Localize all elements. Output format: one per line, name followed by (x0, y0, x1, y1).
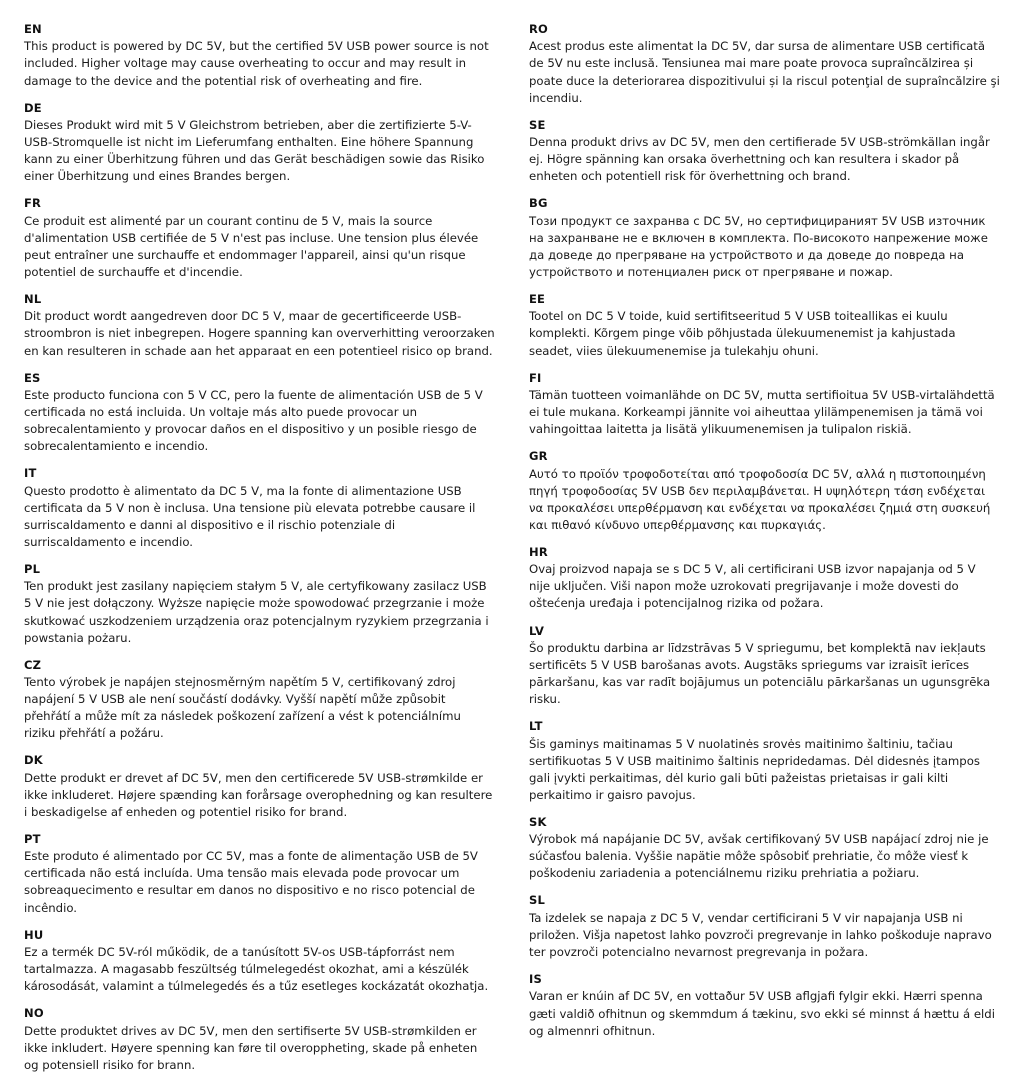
language-paragraph: Αυτό το προϊόν τροφοδοτείται από τροφοδοσία DC 5V, αλλά η πιστοποιημένη πηγή τροφοδοσίας 5V USB δεν περιλαμβάνεται. Η υψηλότερη τάση ενδέχεται να προκαλέσει υπερθέρμανση και ενδέχεται να προκαλέσει ζημιά στη συσκευή και πιθανό κίνδυνο υπερθέρμανσης και πυρκαγιάς. (529, 466, 991, 532)
language-code: GR (529, 449, 548, 464)
language-entry-ee (529, 292, 1000, 360)
language-paragraph: Denna produkt drivs av DC 5V, men den certifierade 5V USB-strömkällan ingår ej. Högre spänning kan orsaka överhettning och kan resultera i skador på enheten och potentiell risk för överhettning och brand. (529, 135, 990, 184)
language-entry-se (529, 118, 1000, 186)
language-entry-sl (529, 893, 1000, 961)
language-entry-en (24, 22, 495, 90)
language-entry-lt (529, 719, 1000, 804)
language-paragraph: Este produto é alimentado por CC 5V, mas a fonte de alimentação USB de 5V certificada não está incluída. Uma tensão mais elevada pode provocar um sobreaquecimento e resultar em danos no dispositivo e no risco potencial de incêndio. (24, 849, 478, 915)
language-entry-fr (24, 196, 495, 281)
right-column (529, 22, 1000, 1038)
language-entry-sk (529, 815, 1000, 883)
language-paragraph: Ovaj proizvod napaja se s DC 5 V, ali certificirani USB izvor napajanja od 5 V nije uključen. Viši napon može uzrokovati pregrijavanje i može dovesti do oštećenja uređaja i potencijalnog rizika od požara. (529, 562, 976, 611)
language-code: HU (24, 927, 44, 942)
language-paragraph: Výrobok má napájanie DC 5V, avšak certifikovaný 5V USB napájací zdroj nie je súčasťou balenia. Vyššie napätie môže spôsobiť prehriatie, čo môže viesť k poškodeniu zariadenia a potenciálnemu riziku prehriatia a požiaru. (529, 832, 989, 881)
language-code: DE (24, 100, 42, 115)
language-paragraph: Tento výrobek je napájen stejnosměrným napětím 5 V, certifikovaný zdroj napájení 5 V USB ale není součástí dodávky. Vyšší napětí může způsobit přehřátí a může mít za následek poškození zařízení a vést k potenciálnímu riziku přehřátí a požáru. (24, 675, 461, 741)
language-code: NL (24, 291, 42, 306)
language-paragraph: Ez a termék DC 5V-ról működik, de a tanúsított 5V-os USB-tápforrást nem tartalmazza. A magasabb feszültség túlmelegedést okozhat, ami a készülék károsodását, valamint a túlmelegedés és a tűz esetleges kockázatát okozhatja. (24, 945, 489, 994)
language-code: NO (24, 1006, 44, 1021)
language-paragraph: Este producto funciona con 5 V CC, pero la fuente de alimentación USB de 5 V certificada no está incluida. Un voltaje más alto puede provocar un sobrecalentamiento y provocar daños en el dispositivo y un posible riesgo de sobrecalentamiento e incendio. (24, 387, 483, 454)
language-paragraph: Questo prodotto è alimentato da DC 5 V, ma la fonte di alimentazione USB certificata da 5 V non è inclusa. Una tensione più elevata potrebbe causare il surriscaldamento e danni al dispositivo e il rischio potenziale di surriscaldamento e incendio. (24, 483, 476, 549)
language-paragraph: Dieses Produkt wird mit 5 V Gleichstrom betrieben, aber die zertifizierte 5-V-USB-Stromquelle ist nicht im Lieferumfang enthalten. Eine höhere Spannung kann zu einer Überhitzung führen und das Gerät beschädigen sowie das Risiko einer Überhitzung und eines Brandes bergen. (24, 117, 485, 184)
language-entry-hr (529, 545, 1000, 613)
language-entry-ro (529, 22, 1000, 107)
language-paragraph: Acest produs este alimentat la DC 5V, dar sursa de alimentare USB certificată de 5V nu este inclusă. Tensiunea mai mare poate provoca supraîncălzirea și poate duce la deteriorarea dispozitivului și la riscul potenţial de supraîncălzire şi incendiu. (529, 39, 1000, 105)
language-entry-pl (24, 562, 495, 647)
language-code: EE (529, 291, 546, 306)
language-entry-de (24, 101, 495, 186)
language-code: PT (24, 831, 41, 846)
language-paragraph: Varan er knúin af DC 5V, en vottaður 5V USB aflgjafi fylgir ekki. Hærri spenna gæti valdið ofhitnun og skemmdum á tækinu, svo ekki sé minnst á hættu á eldi og almennri ofhitnun. (529, 989, 995, 1038)
language-code: SK (529, 814, 547, 829)
language-entry-is (529, 972, 1000, 1040)
language-code: IS (529, 972, 542, 987)
language-code: PL (24, 561, 41, 576)
language-paragraph: Šo produktu darbina ar līdzstrāvas 5 V spriegumu, bet komplektā nav iekļauts sertificēts 5 V USB barošanas avots. Augstāks spriegums var izraisīt ierīces pārkaršanu, kas var radīt bojājumus un potenciālu pārkaršanas un ugunsgrēka risku. (529, 640, 991, 707)
language-code: RO (529, 22, 549, 36)
language-entry-fi (529, 371, 1000, 439)
language-code: SE (529, 117, 546, 132)
language-entry-nl (24, 292, 495, 360)
language-code: BG (529, 196, 548, 211)
language-entry-lv (529, 624, 1000, 709)
language-paragraph: Ce produit est alimenté par un courant continu de 5 V, mais la source d'alimentation USB certifiée de 5 V n'est pas incluse. Une tension plus élevée peut entraîner une surchauffe et endommager l'appareil, ainsi qu'un risque potentiel de surchauffe et d'incendie. (24, 213, 479, 279)
language-code: SL (529, 893, 546, 908)
language-code: LT (529, 719, 543, 734)
language-paragraph: Tämän tuotteen voimanlähde on DC 5V, mutta sertifioitua 5V USB-virtalähdettä ei tule mukana. Korkeampi jännite voi aiheuttaa ylilämpenemisen ja tämä voi vahingoittaa laitetta ja lisätä ylikuumenemisen ja tulipalon riskiä. (529, 387, 995, 437)
language-entry-it (24, 466, 495, 551)
language-paragraph: Този продукт се захранва с DC 5V, но сертифицираният 5V USB източник на захранване не е включен в комплекта. По-високото напрежение може да доведе до прегряване на устройството и да доведе до повреда на устройството и потенциален риск от прегряване и пожар. (529, 213, 988, 279)
language-code: FI (529, 370, 542, 385)
language-paragraph: Dit product wordt aangedreven door DC 5 V, maar de gecertificeerde USB-stroombron is niet inbegrepen. Hogere spanning kan oververhitting veroorzaken en kan resulteren in schade aan het apparaat en een potentieel risico op brand. (24, 309, 495, 358)
language-code: ES (24, 370, 41, 385)
left-column (24, 22, 495, 1072)
language-paragraph: Ta izdelek se napaja z DC 5 V, vendar certificirani 5 V vir napajanja USB ni priložen. Višja napetost lahko povzroči pregrevanje in lahko poškoduje napravo ter povzroči potencialno nevarnost pregrevanja in požara. (529, 910, 992, 960)
language-entry-cz (24, 658, 495, 743)
language-code: FR (24, 196, 42, 211)
language-code: IT (24, 466, 37, 481)
language-paragraph: Ten produkt jest zasilany napięciem stałym 5 V, ale certyfikowany zasilacz USB 5 V nie jest dołączony. Wyższe napięcie może spowodować przegrzanie i może skutkować uszkodzeniem urządzenia oraz potencjalnym ryzykiem przegrzania i powstania pożaru. (24, 579, 489, 645)
language-entry-pt (24, 832, 495, 917)
language-entry-dk (24, 753, 495, 821)
language-entry-bg (529, 196, 1000, 281)
language-code: LV (529, 623, 545, 638)
language-paragraph: Tootel on DC 5 V toide, kuid sertifitseeritud 5 V USB toiteallikas ei kuulu komplekti. Kõrgem pinge võib põhjustada ülekuumenemist ja kahjustada seadet, viies ülekuumenemise ja tulekahju ohuni. (529, 309, 956, 358)
language-paragraph: Dette produkt er drevet af DC 5V, men den certificerede 5V USB-strømkilde er ikke inkluderet. Højere spænding kan forårsage overophedning og kan resultere i beskadigelse af enheden og potentiel risiko for brand. (24, 770, 493, 819)
language-entry-gr (529, 449, 1000, 534)
language-code: HR (529, 544, 548, 559)
language-code: DK (24, 753, 43, 768)
language-entry-hu (24, 928, 495, 996)
language-entry-es (24, 371, 495, 456)
language-paragraph: This product is powered by DC 5V, but the certified 5V USB power source is not included. Higher voltage may cause overheating to occur and may result in damage to the device and the potential risk of overheating and fire. (24, 39, 489, 88)
language-paragraph: Šis gaminys maitinamas 5 V nuolatinės srovės maitinimo šaltiniu, tačiau sertifikuotas 5 V USB maitinimo šaltinis nepridedamas. Dėl didesnės įtampos gali įvykti perkaitimas, dėl kurio gali būti pažeistas prietaisas ir gali kilti perkaitimo ir gaisro pavojus. (529, 736, 980, 802)
language-code: CZ (24, 657, 42, 672)
language-paragraph: Dette produktet drives av DC 5V, men den sertifiserte 5V USB-strømkilden er ikke inkludert. Høyere spenning kan føre til overoppheting, skade på enheten og potensiell risiko for brann. (24, 1023, 478, 1072)
language-entry-no (24, 1006, 495, 1074)
language-code: EN (24, 22, 42, 36)
